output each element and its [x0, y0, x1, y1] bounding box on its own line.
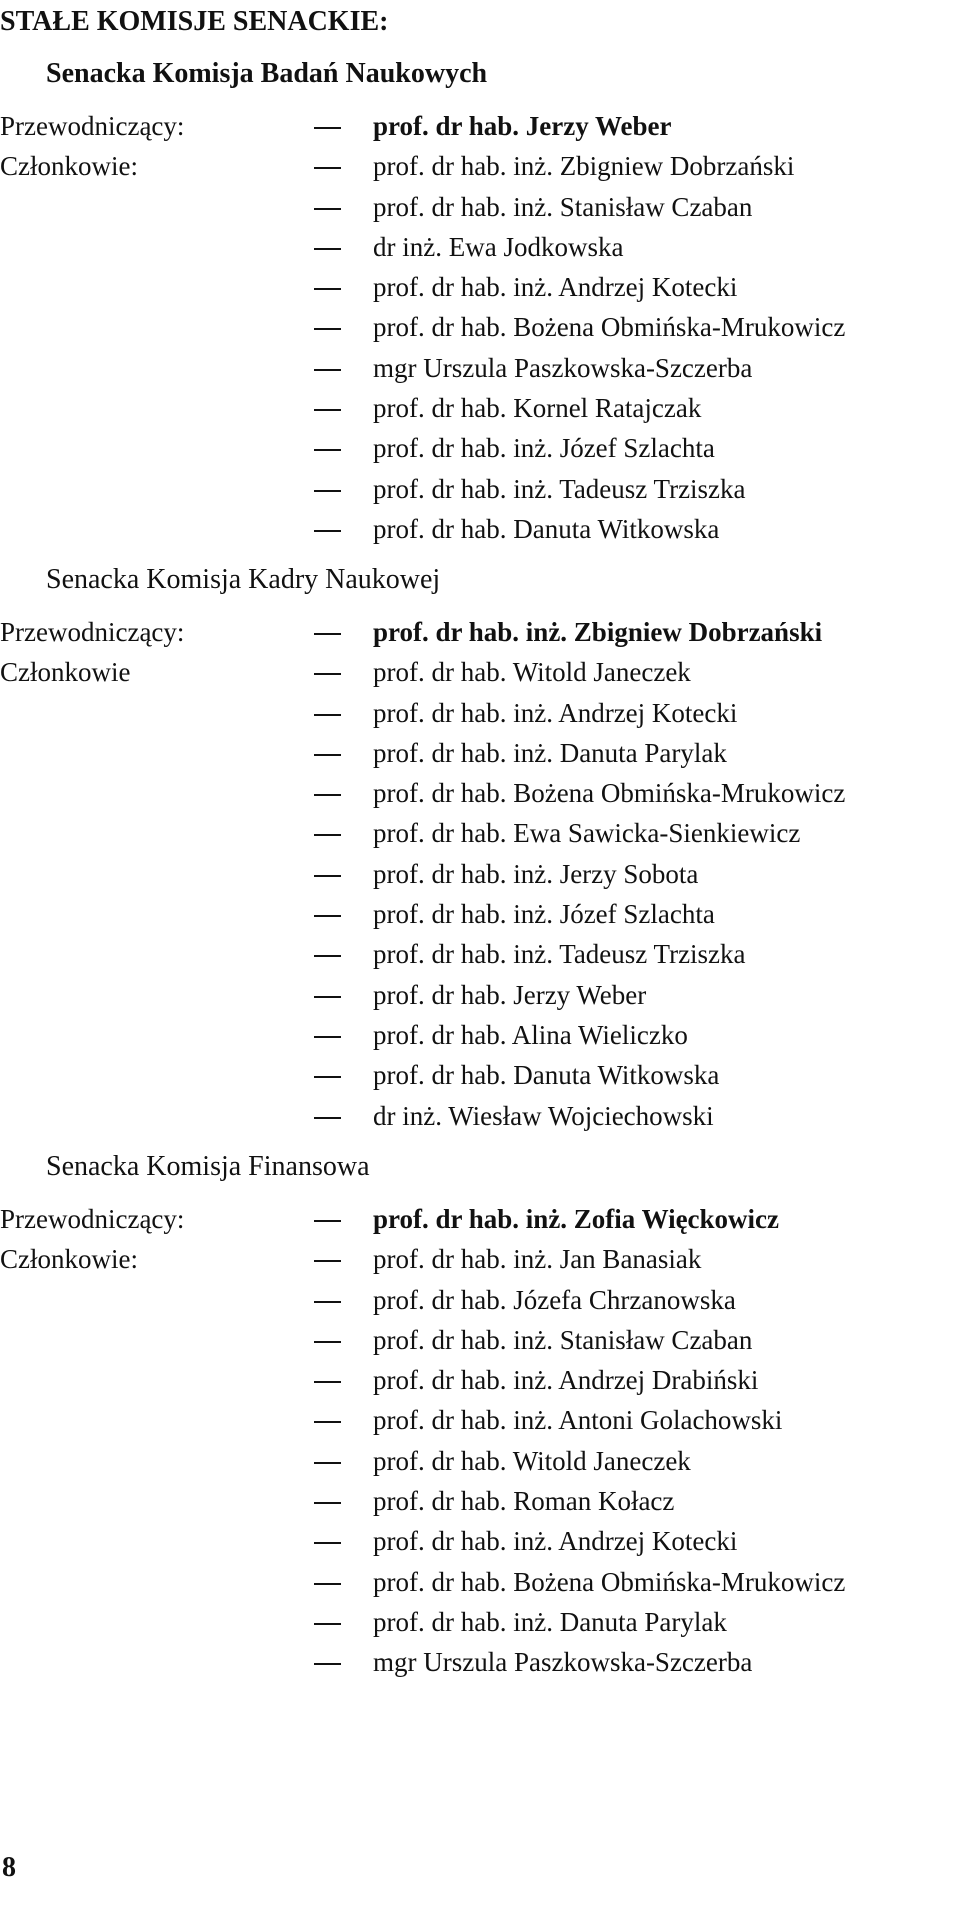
- chair-row: [0, 612, 960, 652]
- member-row: [0, 1481, 960, 1521]
- dash-separator: [314, 1583, 341, 1585]
- dash-separator: [314, 714, 341, 716]
- member-row: [0, 1015, 960, 1055]
- member-name: prof. dr hab. Bożena Obmińska-Mrukowicz: [373, 1566, 846, 1597]
- document-heading: STAŁE KOMISJE SENACKIE:: [0, 6, 389, 37]
- chair-row: [0, 1199, 960, 1239]
- dash-separator: [314, 1117, 341, 1119]
- member-name: dr inż. Wiesław Wojciechowski: [373, 1100, 714, 1131]
- dash-separator: [314, 794, 341, 796]
- dash-separator: [314, 1663, 341, 1665]
- member-row: [0, 1280, 960, 1320]
- role-label: Członkowie:: [0, 1244, 138, 1275]
- member-row: [0, 1360, 960, 1400]
- member-row: [0, 733, 960, 773]
- dash-separator: [314, 449, 341, 451]
- member-name: prof. dr hab. inż. Zbigniew Dobrzański: [373, 151, 795, 182]
- role-label: Członkowie: [0, 657, 131, 688]
- committee-member-list: [0, 106, 960, 549]
- member-row: [0, 428, 960, 468]
- member-name: prof. dr hab. inż. Andrzej Kotecki: [373, 1526, 738, 1557]
- member-name: mgr Urszula Paszkowska-Szczerba: [373, 352, 753, 383]
- dash-separator: [314, 167, 341, 169]
- dash-separator: [314, 328, 341, 330]
- member-name: prof. dr hab. Bożena Obmińska-Mrukowicz: [373, 312, 846, 343]
- member-row: [0, 652, 960, 692]
- member-name: prof. dr hab. inż. Jerzy Sobota: [373, 858, 699, 889]
- member-name: prof. dr hab. Witold Janeczek: [373, 657, 691, 688]
- dash-separator: [314, 490, 341, 492]
- member-name: prof. dr hab. inż. Tadeusz Trziszka: [373, 939, 746, 970]
- role-label: Członkowie:: [0, 151, 138, 182]
- member-row: [0, 1239, 960, 1279]
- dash-separator: [314, 1623, 341, 1625]
- dash-separator: [314, 1381, 341, 1383]
- dash-separator: [314, 1076, 341, 1078]
- member-name: prof. dr hab. Józefa Chrzanowska: [373, 1284, 736, 1315]
- member-row: [0, 773, 960, 813]
- member-row: [0, 227, 960, 267]
- dash-separator: [314, 1036, 341, 1038]
- member-name: prof. dr hab. inż. Danuta Parylak: [373, 1606, 727, 1637]
- chair-row: [0, 106, 960, 146]
- member-row: [0, 934, 960, 974]
- dash-separator: [314, 1502, 341, 1504]
- member-row: [0, 693, 960, 733]
- role-label: Przewodniczący:: [0, 1204, 185, 1234]
- member-name: prof. dr hab. inż. Andrzej Kotecki: [373, 272, 738, 303]
- dash-separator: [314, 834, 341, 836]
- member-row: [0, 854, 960, 894]
- dash-separator: [314, 369, 341, 371]
- member-row: [0, 1055, 960, 1095]
- chair-name: prof. dr hab. inż. Zbigniew Dobrzański: [373, 617, 823, 647]
- member-name: prof. dr hab. Danuta Witkowska: [373, 1060, 720, 1091]
- member-row: [0, 894, 960, 934]
- dash-separator: [314, 1260, 341, 1262]
- dash-separator: [314, 875, 341, 877]
- dash-separator: [314, 1220, 341, 1222]
- member-name: prof. dr hab. inż. Stanisław Czaban: [373, 191, 753, 222]
- member-row: [0, 509, 960, 549]
- member-row: [0, 1096, 960, 1136]
- member-name: prof. dr hab. inż. Andrzej Kotecki: [373, 697, 738, 728]
- member-row: [0, 975, 960, 1015]
- member-name: prof. dr hab. inż. Jan Banasiak: [373, 1244, 702, 1275]
- member-name: prof. dr hab. Alina Wieliczko: [373, 1019, 688, 1050]
- member-name: prof. dr hab. Jerzy Weber: [373, 979, 647, 1010]
- member-row: [0, 1320, 960, 1360]
- role-label: Przewodniczący:: [0, 111, 185, 141]
- member-row: [0, 146, 960, 186]
- dash-separator: [314, 633, 341, 635]
- chair-name: prof. dr hab. inż. Zofia Więckowicz: [373, 1204, 780, 1234]
- committee-member-list: [0, 612, 960, 1136]
- dash-separator: [314, 1301, 341, 1303]
- dash-separator: [314, 1341, 341, 1343]
- dash-separator: [314, 288, 341, 290]
- committee-member-list: [0, 1199, 960, 1683]
- chair-name: prof. dr hab. Jerzy Weber: [373, 111, 672, 141]
- dash-separator: [314, 1542, 341, 1544]
- dash-separator: [314, 915, 341, 917]
- committee-title: Senacka Komisja Kadry Naukowej: [46, 564, 441, 595]
- dash-separator: [314, 530, 341, 532]
- member-row: [0, 348, 960, 388]
- member-name: dr inż. Ewa Jodkowska: [373, 231, 624, 262]
- page-number: 8: [2, 1852, 16, 1883]
- dash-separator: [314, 127, 341, 129]
- member-row: [0, 307, 960, 347]
- member-row: [0, 1602, 960, 1642]
- member-row: [0, 1521, 960, 1561]
- member-row: [0, 1642, 960, 1682]
- member-row: [0, 813, 960, 853]
- member-row: [0, 187, 960, 227]
- committee-title: Senacka Komisja Badań Naukowych: [46, 58, 488, 89]
- member-name: prof. dr hab. inż. Danuta Parylak: [373, 737, 727, 768]
- member-row: [0, 1562, 960, 1602]
- dash-separator: [314, 1421, 341, 1423]
- dash-separator: [314, 248, 341, 250]
- member-name: prof. dr hab. Danuta Witkowska: [373, 513, 720, 544]
- dash-separator: [314, 1462, 341, 1464]
- member-name: prof. dr hab. inż. Józef Szlachta: [373, 433, 715, 464]
- member-row: [0, 388, 960, 428]
- member-name: prof. dr hab. inż. Antoni Golachowski: [373, 1405, 783, 1436]
- member-row: [0, 1441, 960, 1481]
- member-name: prof. dr hab. inż. Stanisław Czaban: [373, 1324, 753, 1355]
- member-row: [0, 469, 960, 509]
- dash-separator: [314, 996, 341, 998]
- member-row: [0, 267, 960, 307]
- member-row: [0, 1400, 960, 1440]
- member-name: prof. dr hab. inż. Tadeusz Trziszka: [373, 473, 746, 504]
- member-name: prof. dr hab. Ewa Sawicka-Sienkiewicz: [373, 818, 801, 849]
- dash-separator: [314, 754, 341, 756]
- member-name: prof. dr hab. Witold Janeczek: [373, 1445, 691, 1476]
- member-name: prof. dr hab. Roman Kołacz: [373, 1486, 675, 1517]
- member-name: prof. dr hab. inż. Andrzej Drabiński: [373, 1365, 759, 1396]
- member-name: prof. dr hab. Kornel Ratajczak: [373, 393, 702, 424]
- dash-separator: [314, 208, 341, 210]
- role-label: Przewodniczący:: [0, 617, 185, 647]
- member-name: prof. dr hab. inż. Józef Szlachta: [373, 899, 715, 930]
- dash-separator: [314, 673, 341, 675]
- member-name: prof. dr hab. Bożena Obmińska-Mrukowicz: [373, 778, 846, 809]
- dash-separator: [314, 409, 341, 411]
- dash-separator: [314, 955, 341, 957]
- committee-title: Senacka Komisja Finansowa: [46, 1151, 370, 1182]
- member-name: mgr Urszula Paszkowska-Szczerba: [373, 1647, 753, 1678]
